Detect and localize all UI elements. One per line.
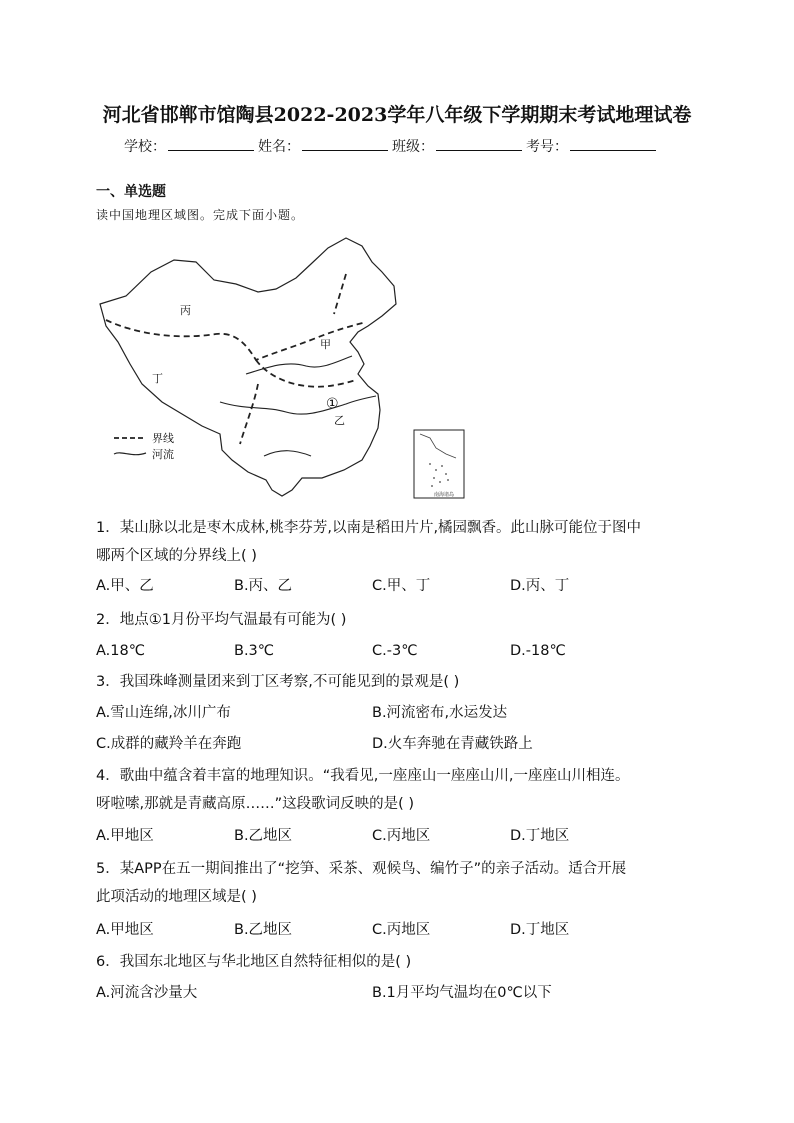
question-2 [96, 606, 706, 634]
number-label: 考号： [526, 139, 568, 155]
option-c[interactable]: C.丙地区 [372, 828, 431, 844]
intro-text: 读中国地理区域图。完成下面小题。 [96, 208, 305, 222]
label-yi: 乙 [334, 414, 345, 427]
option-b[interactable]: B.乙地区 [234, 828, 293, 844]
option-b[interactable]: B.乙地区 [234, 922, 293, 938]
option-b[interactable]: B.1月平均气温均在0℃以下 [372, 985, 552, 1001]
label-ding: 丁 [152, 372, 163, 385]
question-3-options-row2 [96, 730, 706, 758]
question-2-options [96, 637, 706, 665]
label-jia: 甲 [320, 338, 331, 351]
river-pearl [264, 451, 311, 456]
option-d[interactable]: D.丁地区 [510, 922, 570, 938]
boundary-west [240, 384, 258, 444]
option-a[interactable]: A.甲地区 [96, 922, 154, 938]
question-4-line1: 4．歌曲中蕴含着丰富的地理知识。“我看见,一座座山一座座山川,一座座山川相连。 [96, 768, 630, 784]
question-5-options [96, 916, 706, 944]
option-c[interactable]: C.-3℃ [372, 643, 418, 659]
question-1-options [96, 572, 706, 600]
question-6 [96, 948, 706, 976]
option-c[interactable]: C.丙地区 [372, 922, 431, 938]
boundary-inner [256, 360, 356, 387]
china-region-map [96, 234, 476, 504]
option-b[interactable]: B.3℃ [234, 643, 275, 659]
question-4 [96, 762, 706, 818]
question-4-options [96, 822, 706, 850]
class-label: 班级： [392, 139, 434, 155]
legend-boundary-text: 界线 [152, 432, 174, 445]
question-6-options [96, 979, 706, 1007]
option-a[interactable]: A.甲地区 [96, 828, 154, 844]
question-5 [96, 855, 706, 911]
option-a[interactable]: A.河流含沙量大 [96, 985, 198, 1001]
inset-frame [414, 430, 464, 498]
question-3-options-row1 [96, 699, 706, 727]
inset-label: 南海诸岛 [434, 492, 455, 498]
question-6-line1: 6．我国东北地区与华北地区自然特征相似的是( ) [96, 954, 412, 970]
label-point-1: ① [326, 396, 339, 412]
river-yangtze [220, 396, 376, 414]
question-5-line2: 此项活动的地理区域是( ) [96, 889, 257, 905]
question-5-line1: 5．某APP在五一期间推出了“挖笋、采茶、观候鸟、编竹子”的亲子活动。适合开展 [96, 861, 627, 877]
option-b[interactable]: B.河流密布,水运发达 [372, 705, 508, 721]
option-d[interactable]: D.丁地区 [510, 828, 570, 844]
question-3 [96, 668, 706, 696]
student-info-line [124, 136, 660, 156]
question-1-line2: 哪两个区域的分界线上( ) [96, 548, 257, 564]
question-4-line2: 呀啦嗦,那就是青藏高原……”这段歌词反映的是( ) [96, 796, 415, 812]
question-1 [96, 514, 706, 570]
option-a[interactable]: A.18℃ [96, 643, 146, 659]
boundary-east [334, 274, 346, 314]
option-d[interactable]: D.-18℃ [510, 643, 566, 659]
name-blank [302, 136, 388, 151]
number-blank [570, 136, 656, 151]
question-2-line1: 2．地点①1月份平均气温最有可能为( ) [96, 612, 347, 628]
question-3-line1: 3．我国珠峰测量团来到丁区考察,不可能见到的景观是( ) [96, 674, 460, 690]
option-a[interactable]: A.甲、乙 [96, 578, 154, 594]
question-1-line1: 1．某山脉以北是枣木成林,桃李芬芳,以南是稻田片片,橘园飘香。此山脉可能位于图中 [96, 520, 642, 536]
label-bing: 丙 [180, 304, 191, 317]
option-d[interactable]: D.丙、丁 [510, 578, 570, 594]
option-b[interactable]: B.丙、乙 [234, 578, 293, 594]
map-outline [100, 238, 396, 496]
river-yellow [246, 356, 352, 374]
class-blank [436, 136, 522, 151]
legend-river-text: 河流 [152, 448, 174, 461]
section-heading: 一、单选题 [96, 184, 166, 200]
legend-river-line [114, 453, 146, 455]
option-c[interactable]: C.甲、丁 [372, 578, 431, 594]
page-title: 河北省邯郸市馆陶县2022-2023学年八年级下学期期末考试地理试卷 [102, 104, 692, 126]
name-label: 姓名： [258, 139, 300, 155]
school-label: 学校： [124, 139, 166, 155]
option-a[interactable]: A.雪山连绵,冰川广布 [96, 705, 231, 721]
school-blank [168, 136, 254, 151]
option-d[interactable]: D.火车奔驰在青藏铁路上 [372, 736, 533, 752]
option-c[interactable]: C.成群的藏羚羊在奔跑 [96, 736, 242, 752]
